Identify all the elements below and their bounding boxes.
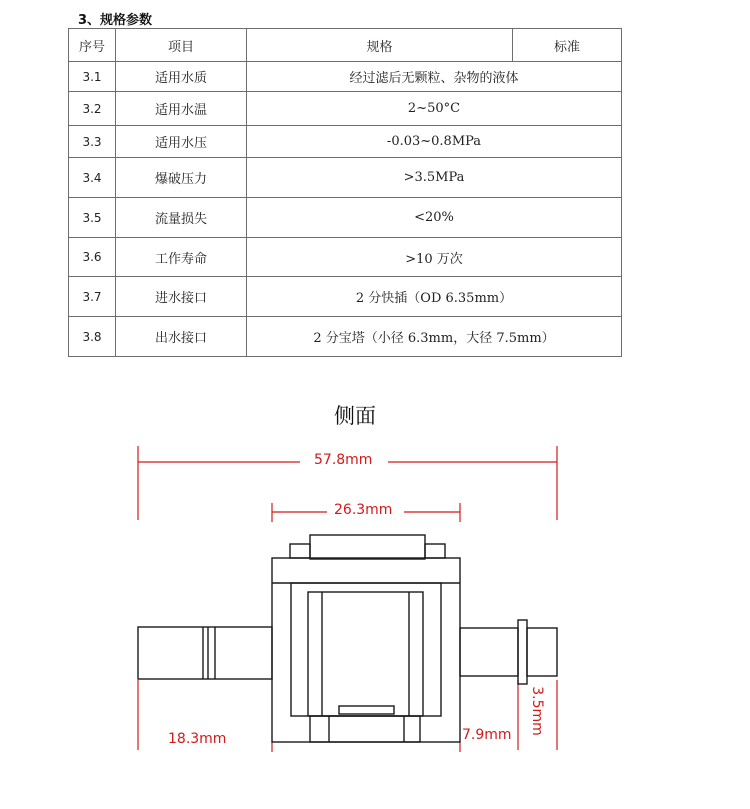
row-no: 3.2 (69, 92, 116, 126)
row-spec: 2 分快插（OD 6.35mm） (247, 277, 622, 317)
row-spec: >10 万次 (247, 238, 622, 277)
row-item: 工作寿命 (116, 238, 247, 277)
row-item: 进水接口 (116, 277, 247, 317)
row-item: 出水接口 (116, 317, 247, 357)
outlet-flange (518, 620, 527, 684)
row-no: 3.7 (69, 277, 116, 317)
header-no: 序号 (69, 29, 116, 62)
inner-frame (291, 583, 441, 716)
outlet-diameter-label: 3.5mm (528, 686, 545, 736)
inner-window (308, 592, 423, 716)
header-item: 项目 (116, 29, 247, 62)
row-spec: 经过滤后无颗粒、杂物的液体 (247, 62, 622, 92)
overall-length-label: 57.8mm (314, 452, 373, 468)
left-top-tab (290, 544, 310, 558)
section-heading: 3、规格参数 (78, 13, 153, 28)
row-spec: <20% (247, 198, 622, 238)
part-outline (138, 535, 557, 742)
body-width-label: 26.3mm (334, 502, 393, 518)
row-item: 适用水压 (116, 126, 247, 158)
row-no: 3.1 (69, 62, 116, 92)
header-standard: 标准 (513, 29, 622, 62)
outlet-length-label: 7.9mm (462, 727, 512, 743)
inlet-pipe (138, 627, 272, 679)
row-no: 3.5 (69, 198, 116, 238)
row-item: 适用水质 (116, 62, 247, 92)
row-no: 3.4 (69, 158, 116, 198)
row-no: 3.3 (69, 126, 116, 158)
window-slot (339, 706, 394, 714)
outlet-barb (527, 628, 557, 676)
row-item: 流量损失 (116, 198, 247, 238)
row-item: 爆破压力 (116, 158, 247, 198)
row-spec: 2 分宝塔（小径 6.3mm，大径 7.5mm） (247, 317, 622, 357)
row-no: 3.6 (69, 238, 116, 277)
diagram-title: 侧面 (334, 404, 376, 428)
right-top-tab (425, 544, 445, 558)
row-no: 3.8 (69, 317, 116, 357)
inlet-length-label: 18.3mm (168, 731, 227, 747)
row-spec: -0.03~0.8MPa (247, 126, 622, 158)
top-cap (310, 535, 425, 559)
row-spec: 2~50°C (247, 92, 622, 126)
row-spec: >3.5MPa (247, 158, 622, 198)
outlet-pipe (460, 628, 518, 676)
row-item: 适用水温 (116, 92, 247, 126)
header-spec: 规格 (247, 29, 513, 62)
